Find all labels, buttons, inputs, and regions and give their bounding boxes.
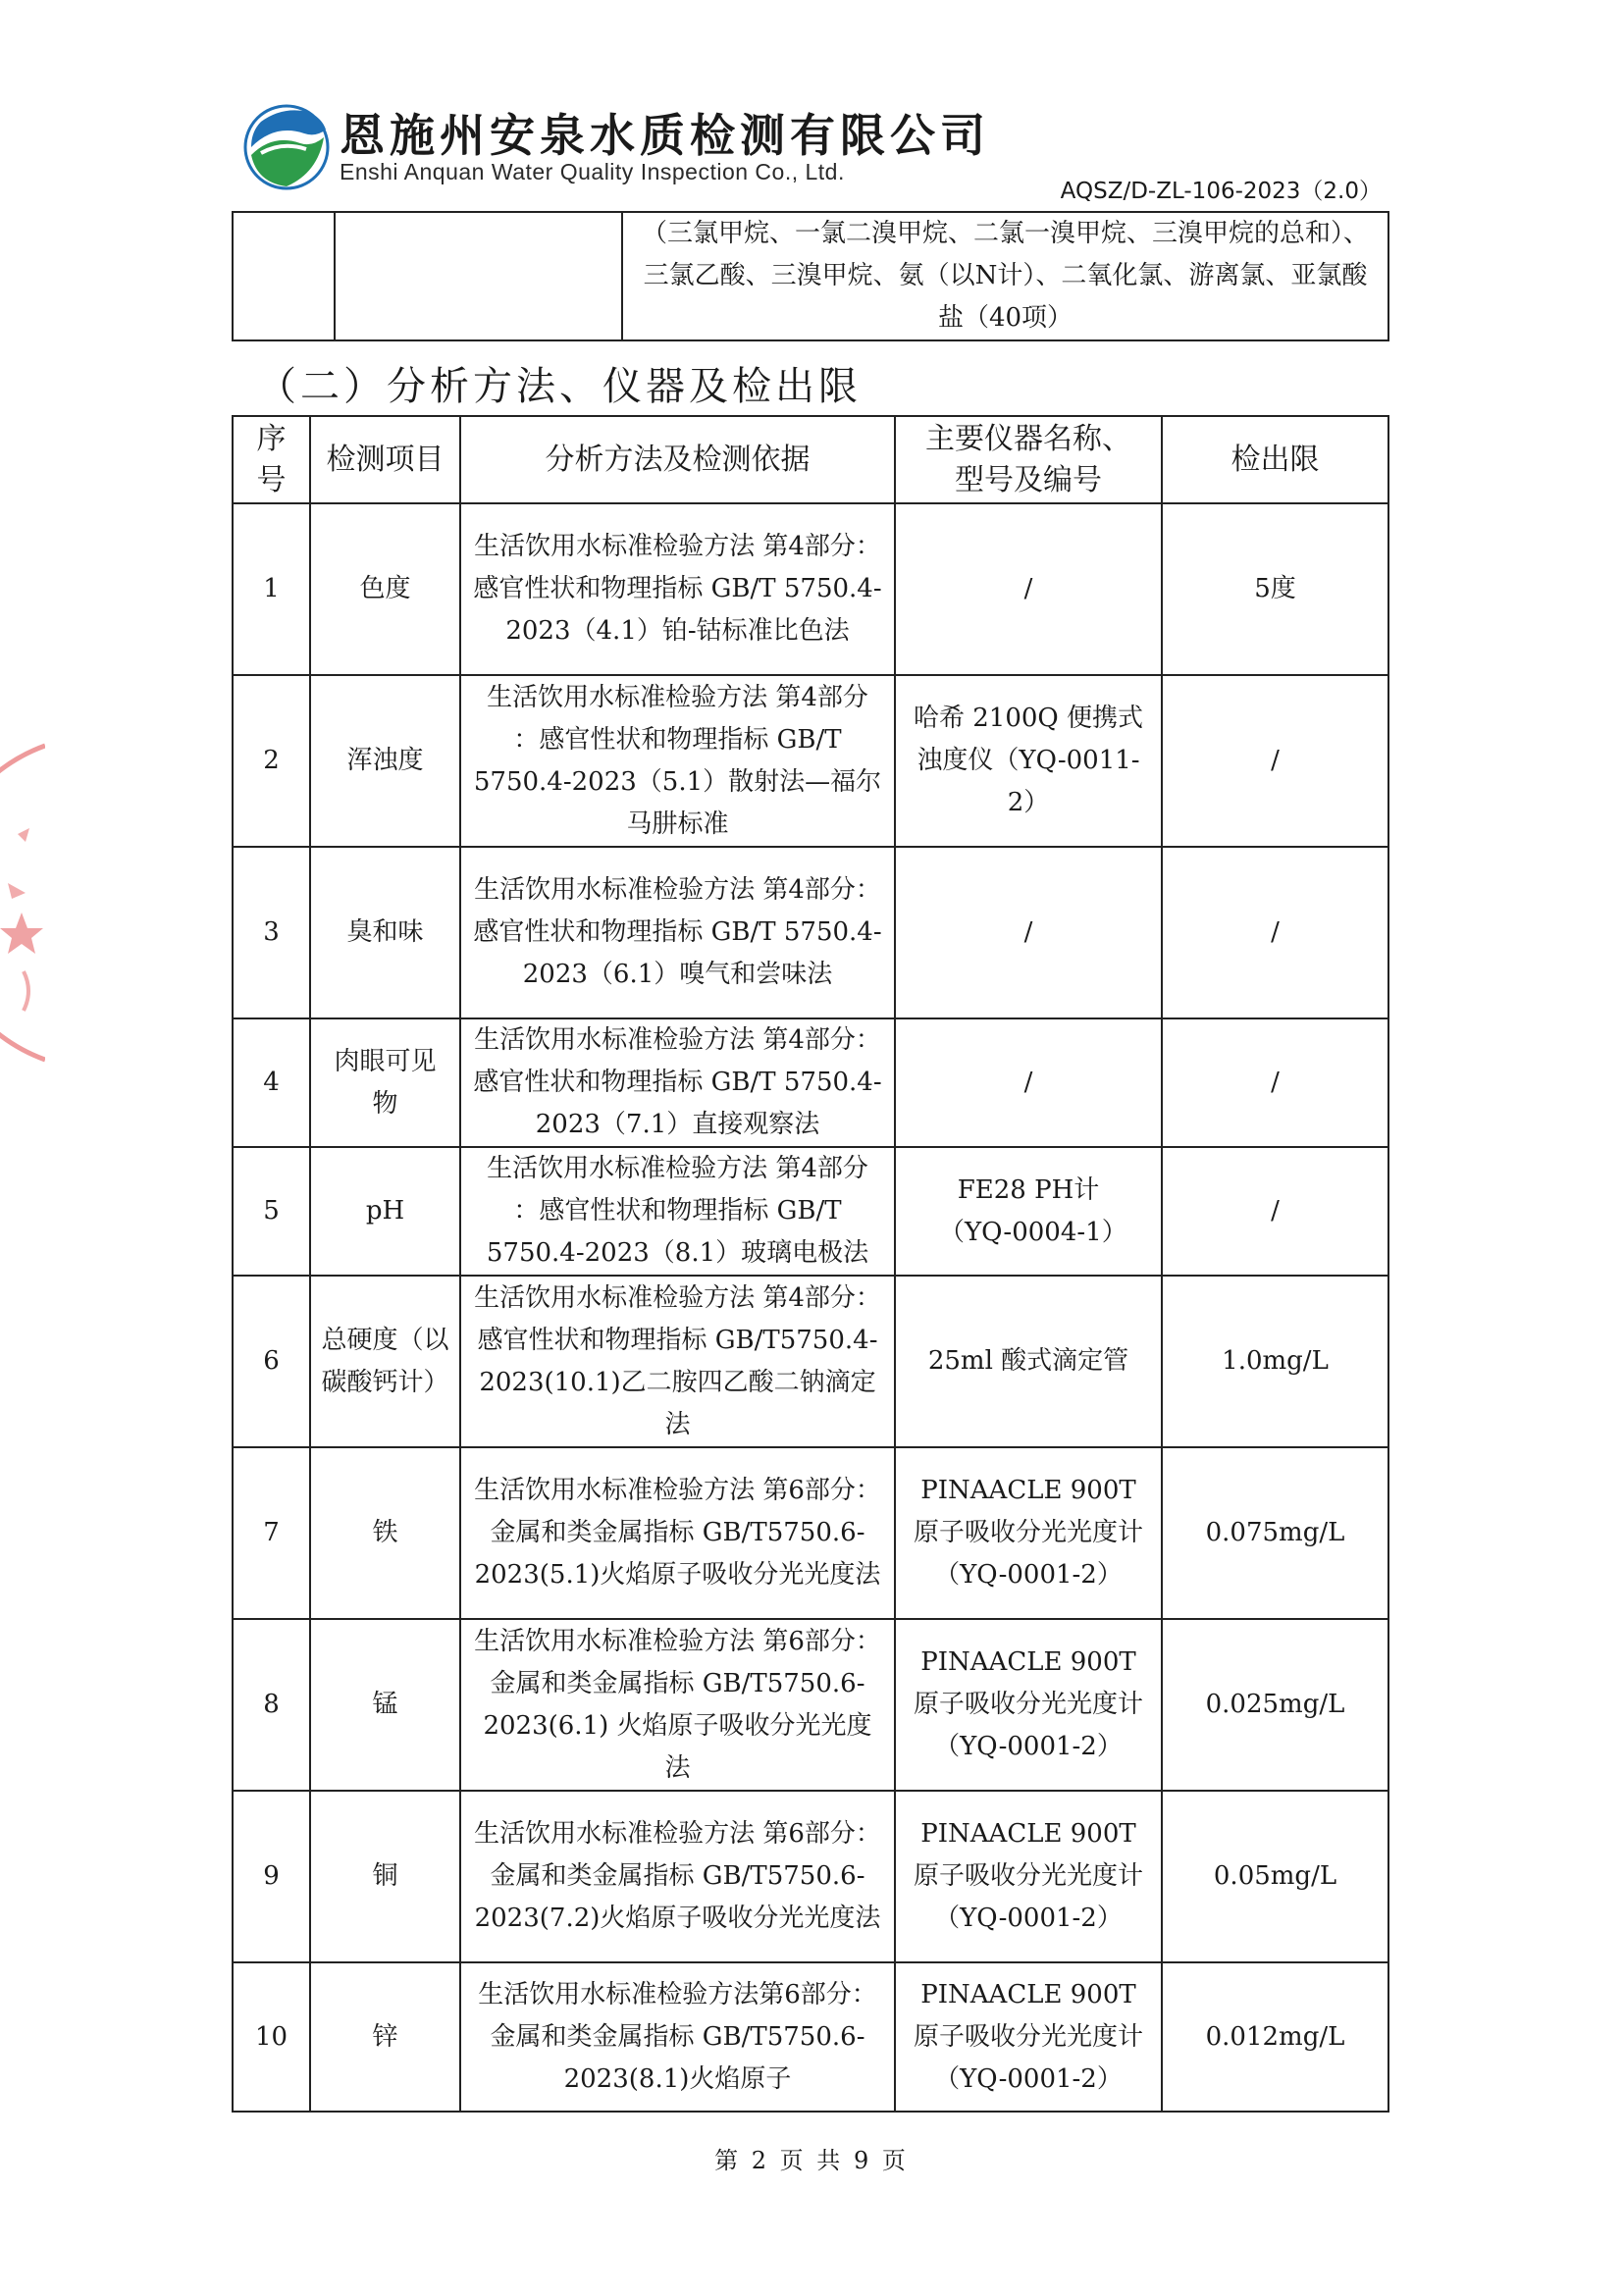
cell-instrument: / [895,503,1162,675]
cell-limit: 0.025mg/L [1162,1619,1388,1791]
cell-limit: / [1162,1147,1388,1276]
table-cell [622,212,1388,340]
cell-no: 3 [233,847,310,1018]
company-name-en: Enshi Anquan Water Quality Inspection Co., Ltd. [340,159,845,184]
red-seal-stamp-icon [0,726,45,1079]
header-instrument: 主要仪器名称、型号及编号 [895,416,1162,503]
cell-limit: / [1162,1018,1388,1147]
cell-method: 生活饮用水标准检验方法 第4部分：感官性状和物理指标 GB/T 5750.4-2023（7.1）直接观察法 [460,1018,895,1147]
cell-limit: 0.075mg/L [1162,1447,1388,1619]
cell-no: 8 [233,1619,310,1791]
cell-instrument: / [895,847,1162,1018]
cell-method: 生活饮用水标准检验方法 第4部分：感官性状和物理指标 GB/T 5750.4-2023（6.1）嗅气和尝味法 [460,847,895,1018]
table-cell [233,212,335,340]
cell-method: 生活饮用水标准检验方法 第4部分 ：感官性状和物理指标 GB/T 5750.4-2023（5.1）散射法—福尔马肼标准 [460,675,895,847]
table-row [233,1962,1388,2112]
cell-instrument: / [895,1018,1162,1147]
company-name-cn: 恩施州安泉水质检测有限公司 [340,109,990,162]
table-row [233,1791,1388,1962]
cell-limit: 1.0mg/L [1162,1276,1388,1447]
cell-no: 1 [233,503,310,675]
cell-limit: 5度 [1162,503,1388,675]
cell-limit: 0.05mg/L [1162,1791,1388,1962]
table-row [233,847,1388,1018]
table-row [233,1147,1388,1276]
page-number: 第 2 页 共 9 页 [714,2147,909,2174]
cell-no: 10 [233,1962,310,2112]
cell-no: 6 [233,1276,310,1447]
continuation-table [232,211,1389,341]
cell-item: 臭和味 [310,847,460,1018]
cell-limit: / [1162,847,1388,1018]
section-title: （二）分析方法、仪器及检出限 [257,364,862,409]
cell-instrument: PINAACLE 900T 原子吸收分光光度计（YQ-0001-2） [895,1619,1162,1791]
header-item: 检测项目 [310,416,460,503]
continuation-text: （三氯甲烷、一氯二溴甲烷、二氯一溴甲烷、三溴甲烷的总和）、三氯乙酸、三溴甲烷、氨（以N计）、二氧化氯、游离氯、亚氯酸盐（40项） [641,219,1369,333]
cell-instrument: FE28 PH计（YQ-0004-1） [895,1147,1162,1276]
cell-method: 生活饮用水标准检验方法第6部分：金属和类金属指标 GB/T5750.6-2023(8.1)火焰原子 [460,1962,895,2112]
methods-table [232,415,1389,2113]
cell-method: 生活饮用水标准检验方法 第4部分 ：感官性状和物理指标 GB/T 5750.4-2023（8.1）玻璃电极法 [460,1147,895,1276]
cell-no: 9 [233,1791,310,1962]
cell-limit: 0.012mg/L [1162,1962,1388,2112]
cell-no: 2 [233,675,310,847]
cell-method: 生活饮用水标准检验方法 第4部分：感官性状和物理指标 GB/T5750.4-2023(10.1)乙二胺四乙酸二钠滴定法 [460,1276,895,1447]
cell-item: 锌 [310,1962,460,2112]
cell-item: pH [310,1147,460,1276]
table-row [233,503,1388,675]
table-cell [335,212,622,340]
cell-item: 铁 [310,1447,460,1619]
cell-instrument: PINAACLE 900T 原子吸收分光光度计（YQ-0001-2） [895,1962,1162,2112]
cell-item: 总硬度（以碳酸钙计） [310,1276,460,1447]
cell-no: 4 [233,1018,310,1147]
table-row [233,1447,1388,1619]
letterhead [243,98,1382,206]
cell-no: 7 [233,1447,310,1619]
cell-method: 生活饮用水标准检验方法 第6部分：金属和类金属指标 GB/T5750.6-2023(7.2)火焰原子吸收分光光度法 [460,1791,895,1962]
cell-item: 铜 [310,1791,460,1962]
document-code: AQSZ/D-ZL-106-2023（2.0） [1060,179,1382,204]
cell-item: 色度 [310,503,460,675]
header-method: 分析方法及检测依据 [460,416,895,503]
cell-instrument: PINAACLE 900T 原子吸收分光光度计（YQ-0001-2） [895,1791,1162,1962]
cell-instrument: PINAACLE 900T 原子吸收分光光度计（YQ-0001-2） [895,1447,1162,1619]
table-row [233,1276,1388,1447]
table-row [233,1619,1388,1791]
cell-limit: / [1162,675,1388,847]
cell-method: 生活饮用水标准检验方法 第6部分：金属和类金属指标 GB/T5750.6-2023(5.1)火焰原子吸收分光光度法 [460,1447,895,1619]
cell-method: 生活饮用水标准检验方法 第6部分：金属和类金属指标 GB/T5750.6-2023(6.1) 火焰原子吸收分光光度法 [460,1619,895,1791]
table-header-row [233,416,1388,503]
cell-instrument: 25ml 酸式滴定管 [895,1276,1162,1447]
water-drop-logo-icon [243,104,330,190]
cell-item: 浑浊度 [310,675,460,847]
cell-item: 肉眼可见物 [310,1018,460,1147]
cell-method: 生活饮用水标准检验方法 第4部分：感官性状和物理指标 GB/T 5750.4-2023（4.1）铂-钴标准比色法 [460,503,895,675]
header-limit: 检出限 [1162,416,1388,503]
table-row [233,212,1388,340]
table-row [233,1018,1388,1147]
cell-instrument: 哈希 2100Q 便携式浊度仪（YQ-0011-2） [895,675,1162,847]
cell-item: 锰 [310,1619,460,1791]
table-row [233,675,1388,847]
cell-no: 5 [233,1147,310,1276]
header-no: 序号 [233,416,310,503]
